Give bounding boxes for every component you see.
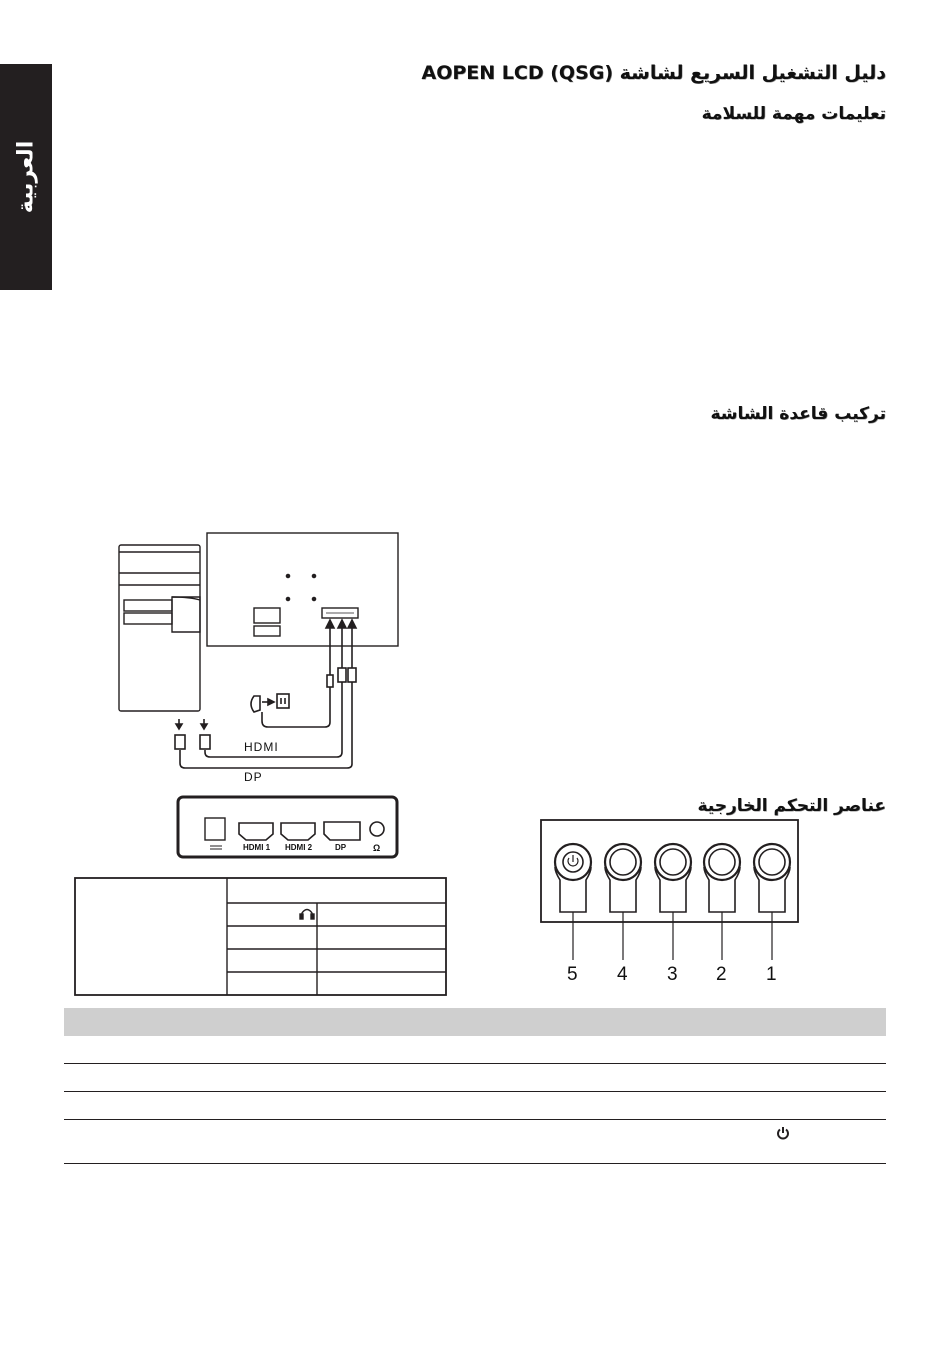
control-button-2 [704, 844, 740, 912]
port-label-dp: DP [335, 843, 347, 852]
controls-table-header [64, 1008, 886, 1036]
port-label-hdmi2: HDMI 2 [285, 843, 313, 852]
button-number-2: 2 [716, 964, 727, 985]
control-button-3 [655, 844, 691, 912]
dp-cable-label: DP [244, 770, 263, 784]
control-buttons-panel [541, 820, 798, 960]
controls-heading: عناصر التحكم الخارجية [697, 796, 886, 816]
control-button-4 [605, 844, 641, 912]
button-number-3: 3 [667, 964, 678, 985]
hdmi-cable-label: HDMI [244, 740, 279, 754]
controls-table [64, 1008, 886, 1164]
button-number-4: 4 [617, 964, 628, 985]
page-title: دليل التشغيل السريع لشاشة AOPEN LCD (QSG) [421, 62, 886, 84]
pc-tower [119, 545, 200, 711]
language-label: العربية [13, 140, 39, 214]
table-row [64, 1092, 886, 1120]
stand-heading: تركيب قاعدة الشاشة [710, 404, 886, 424]
monitor-back [207, 533, 398, 646]
control-button-1 [754, 844, 790, 912]
headphone-port-icon: Ω [373, 843, 381, 853]
signal-table [75, 878, 446, 995]
power-icon [776, 1126, 790, 1140]
button-number-1: 1 [766, 964, 777, 985]
table-row [64, 1036, 886, 1064]
safety-heading: تعليمات مهمة للسلامة [701, 104, 886, 124]
port-label-hdmi1: HDMI 1 [243, 843, 271, 852]
control-button-5 [555, 844, 591, 912]
table-row [64, 1120, 886, 1164]
table-row [64, 1064, 886, 1092]
headphone-icon [300, 910, 314, 920]
button-number-5: 5 [567, 964, 578, 985]
